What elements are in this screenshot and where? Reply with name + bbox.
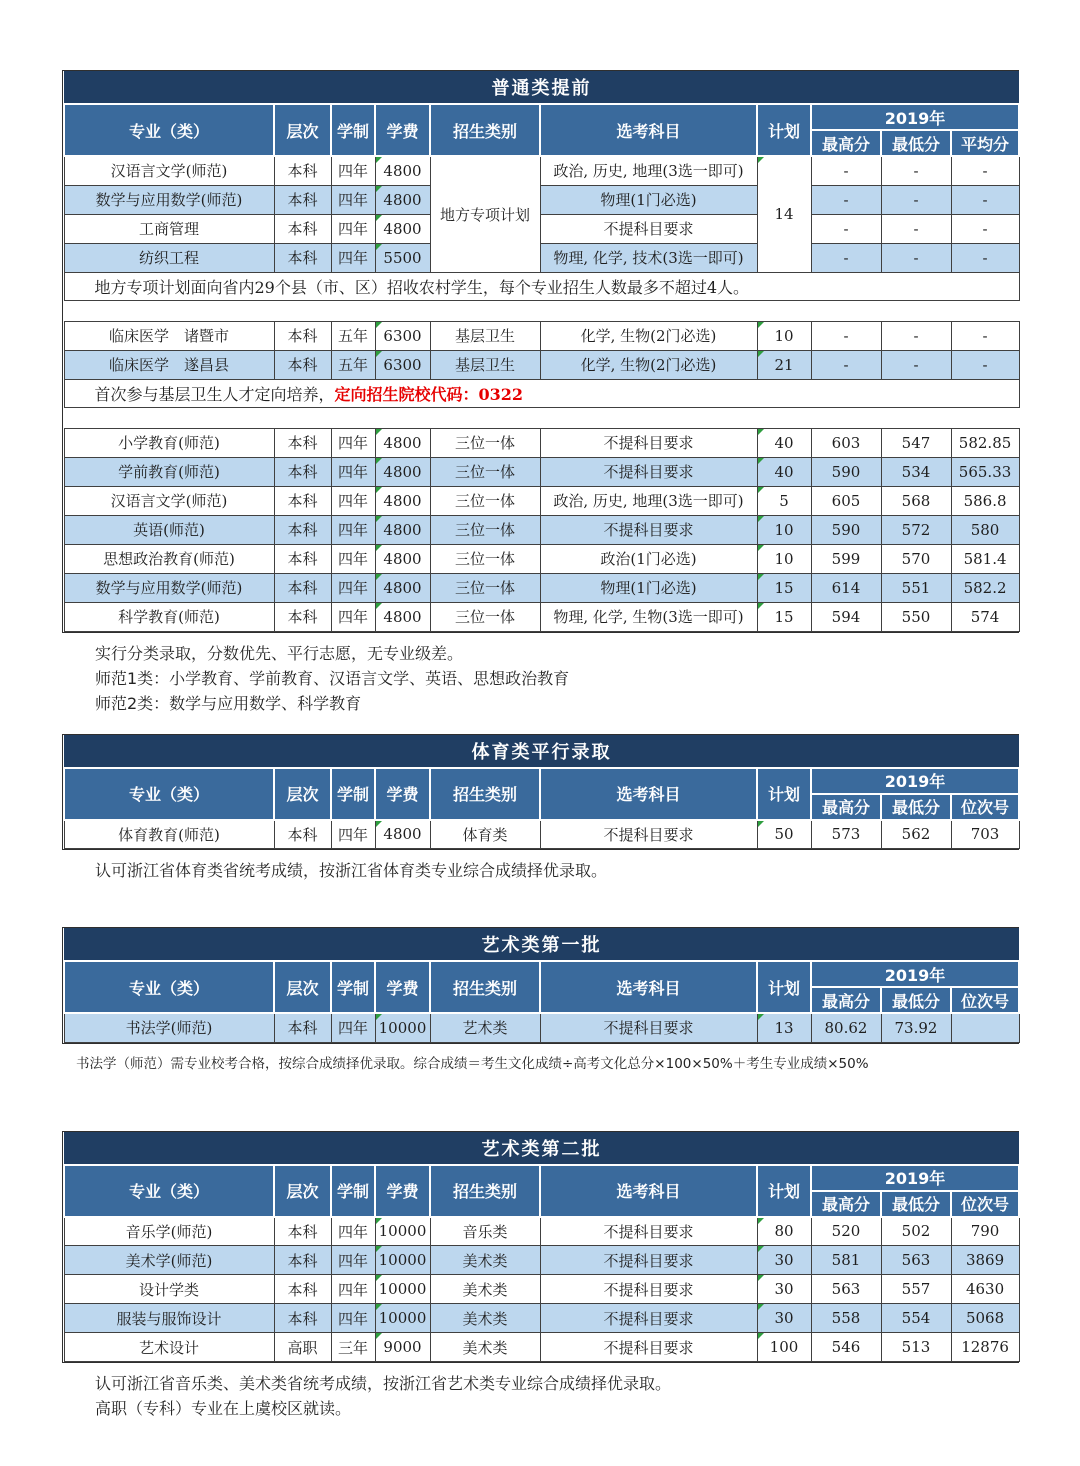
section-title: 艺术类第一批 [64, 928, 1019, 961]
col-header-years: 学制 [331, 104, 375, 156]
table-row [64, 515, 1019, 544]
cell-fee: 4800 [375, 428, 430, 457]
cell-category: 基层卫生 [430, 350, 540, 379]
cell-subjects: 不提科目要求 [540, 1217, 757, 1246]
cell-avg: 582.2 [951, 573, 1019, 602]
cell-avg: - [951, 321, 1019, 350]
cell-fee: 4800 [375, 214, 430, 243]
cell-min: 547 [881, 428, 951, 457]
cell-subjects: 物理(1门必选) [540, 573, 757, 602]
cell-max: 599 [811, 544, 881, 573]
cell-avg: - [951, 214, 1019, 243]
col-header-major: 专业（类） [64, 961, 274, 1013]
cell-major: 美术学(师范) [64, 1246, 274, 1275]
cell-max: - [811, 214, 881, 243]
table-row [64, 185, 1019, 214]
cell-subjects: 不提科目要求 [540, 1246, 757, 1275]
cell-major: 思想政治教育(师范) [64, 544, 274, 573]
cell-level: 高职 [274, 1333, 331, 1362]
cell-years: 四年 [331, 1304, 375, 1333]
cell-max: 594 [811, 602, 881, 631]
cell-max: 581 [811, 1246, 881, 1275]
cell-fee: 10000 [375, 1217, 430, 1246]
cell-min: 568 [881, 486, 951, 515]
note-text-red: 定向招生院校代码：0322 [334, 384, 524, 404]
cell-max: - [811, 243, 881, 272]
cell-min: 534 [881, 457, 951, 486]
cell-category: 三位一体 [430, 515, 540, 544]
col-header-category: 招生类别 [430, 104, 540, 156]
cell-fee: 6300 [375, 350, 430, 379]
section-title-row [64, 735, 1019, 768]
cell-years: 四年 [331, 515, 375, 544]
cell-avg: - [951, 156, 1019, 185]
section-title-row [64, 1132, 1019, 1165]
cell-plan: 100 [757, 1333, 811, 1362]
cell-subjects: 不提科目要求 [540, 820, 757, 849]
cell-fee: 4800 [375, 602, 430, 631]
cell-plan: 30 [757, 1246, 811, 1275]
note-text: 地方专项计划面向省内29个县（市、区）招收农村学生，每个专业招生人数最多不超过4人。 [64, 272, 1019, 300]
cell-major: 艺术设计 [64, 1333, 274, 1362]
cell-plan: 15 [757, 602, 811, 631]
cell-major: 音乐学(师范) [64, 1217, 274, 1246]
footnote: 认可浙江省体育类省统考成绩，按浙江省体育类专业综合成绩择优录取。 [95, 861, 608, 880]
col-header-rank: 位次号 [951, 987, 1019, 1013]
cell-plan: 13 [757, 1013, 811, 1042]
section-title-row [64, 71, 1019, 104]
cell-plan: 40 [757, 457, 811, 486]
cell-years: 四年 [331, 457, 375, 486]
cell-fee: 9000 [375, 1333, 430, 1362]
table-row [64, 350, 1019, 379]
cell-major: 汉语言文学(师范) [64, 156, 274, 185]
cell-level: 本科 [274, 185, 331, 214]
cell-avg: 574 [951, 602, 1019, 631]
cell-years: 四年 [331, 602, 375, 631]
cell-years: 五年 [331, 350, 375, 379]
col-header-avg: 平均分 [951, 130, 1019, 156]
cell-fee: 5500 [375, 243, 430, 272]
cell-min: - [881, 350, 951, 379]
cell-level: 本科 [274, 428, 331, 457]
cell-rank: 790 [951, 1217, 1019, 1246]
cell-major: 英语(师范) [64, 515, 274, 544]
table-row [64, 243, 1019, 272]
cell-level: 本科 [274, 1246, 331, 1275]
cell-subjects: 政治, 历史, 地理(3选一即可) [540, 486, 757, 515]
cell-level: 本科 [274, 602, 331, 631]
header-row [64, 961, 1019, 987]
cell-level: 本科 [274, 515, 331, 544]
note-text: 首次参与基层卫生人才定向培养， [94, 384, 335, 404]
cell-min: - [881, 243, 951, 272]
col-header-fee: 学费 [375, 1165, 430, 1217]
cell-rank: 5068 [951, 1304, 1019, 1333]
cell-level: 本科 [274, 1013, 331, 1042]
cell-level: 本科 [274, 214, 331, 243]
cell-years: 四年 [331, 573, 375, 602]
admission-table-art-batch1 [63, 928, 1020, 1043]
admission-table-general-early [63, 71, 1020, 632]
cell-major: 科学教育(师范) [64, 602, 274, 631]
cell-category: 三位一体 [430, 573, 540, 602]
cell-plan: 30 [757, 1275, 811, 1304]
footnote: 师范1类：小学教育、学前教育、汉语言文学、英语、思想政治教育 [95, 668, 570, 688]
cell-level: 本科 [274, 350, 331, 379]
cell-avg: 582.85 [951, 428, 1019, 457]
col-header-year: 2019年 [811, 104, 1019, 130]
footnote: 实行分类录取，分数优先、平行志愿，无专业级差。 [95, 643, 464, 663]
cell-plan: 10 [757, 321, 811, 350]
col-header-category: 招生类别 [430, 1165, 540, 1217]
table-row [64, 1013, 1019, 1042]
cell-category: 三位一体 [430, 544, 540, 573]
cell-max: 80.62 [811, 1013, 881, 1042]
cell-fee: 4800 [375, 486, 430, 515]
cell-subjects: 不提科目要求 [540, 515, 757, 544]
cell-fee: 4800 [375, 515, 430, 544]
cell-major: 小学教育(师范) [64, 428, 274, 457]
cell-plan: 80 [757, 1217, 811, 1246]
col-header-subjects: 选考科目 [540, 104, 757, 156]
cell-rank: 12876 [951, 1333, 1019, 1362]
cell-level: 本科 [274, 321, 331, 350]
col-header-plan: 计划 [757, 768, 811, 820]
cell-years: 四年 [331, 428, 375, 457]
cell-years: 四年 [331, 1013, 375, 1042]
cell-subjects: 政治, 历史, 地理(3选一即可) [540, 156, 757, 185]
cell-fee: 4800 [375, 156, 430, 185]
cell-max: 590 [811, 515, 881, 544]
footnote: 高职（专科）专业在上虞校区就读。 [95, 1399, 352, 1418]
cell-max: - [811, 185, 881, 214]
cell-subjects: 化学, 生物(2门必选) [540, 350, 757, 379]
col-header-min: 最低分 [881, 130, 951, 156]
cell-avg: 586.8 [951, 486, 1019, 515]
col-header-level: 层次 [274, 1165, 331, 1217]
cell-years: 四年 [331, 243, 375, 272]
col-header-years: 学制 [331, 961, 375, 1013]
cell-min: 570 [881, 544, 951, 573]
col-header-max: 最高分 [811, 130, 881, 156]
cell-rank: 3869 [951, 1246, 1019, 1275]
cell-subjects: 化学, 生物(2门必选) [540, 321, 757, 350]
col-header-years: 学制 [331, 1165, 375, 1217]
cell-plan: 21 [757, 350, 811, 379]
col-header-fee: 学费 [375, 961, 430, 1013]
cell-subjects: 不提科目要求 [540, 428, 757, 457]
cell-level: 本科 [274, 544, 331, 573]
col-header-years: 学制 [331, 768, 375, 820]
table-row [64, 321, 1019, 350]
cell-major: 书法学(师范) [64, 1013, 274, 1042]
cell-category: 美术类 [430, 1333, 540, 1362]
col-header-category: 招生类别 [430, 961, 540, 1013]
col-header-rank: 位次号 [951, 794, 1019, 820]
cell-subjects: 物理, 化学, 生物(3选一即可) [540, 602, 757, 631]
cell-category: 艺术类 [430, 1013, 540, 1042]
spacer-row [64, 300, 1019, 321]
cell-major: 纺织工程 [64, 243, 274, 272]
table-row [64, 820, 1019, 849]
cell-fee: 10000 [375, 1246, 430, 1275]
section-tiyulei [62, 734, 1019, 851]
cell-fee: 10000 [375, 1304, 430, 1333]
cell-max: 614 [811, 573, 881, 602]
cell-category: 三位一体 [430, 457, 540, 486]
cell-min: 557 [881, 1275, 951, 1304]
cell-category: 三位一体 [430, 428, 540, 457]
cell-avg: - [951, 243, 1019, 272]
cell-rank: 4630 [951, 1275, 1019, 1304]
footnote: 师范2类：数学与应用数学、科学教育 [95, 693, 362, 713]
col-header-subjects: 选考科目 [540, 768, 757, 820]
cell-level: 本科 [274, 243, 331, 272]
cell-category: 美术类 [430, 1304, 540, 1333]
header-row [64, 768, 1019, 794]
cell-plan: 5 [757, 486, 811, 515]
cell-min: 562 [881, 820, 951, 849]
cell-fee: 10000 [375, 1013, 430, 1042]
cell-category: 体育类 [430, 820, 540, 849]
cell-avg: 580 [951, 515, 1019, 544]
cell-years: 四年 [331, 1246, 375, 1275]
cell-avg: - [951, 185, 1019, 214]
col-header-min: 最低分 [881, 794, 951, 820]
col-header-subjects: 选考科目 [540, 961, 757, 1013]
col-header-level: 层次 [274, 104, 331, 156]
cell-major: 汉语言文学(师范) [64, 486, 274, 515]
col-header-major: 专业（类） [64, 104, 274, 156]
cell-category: 基层卫生 [430, 321, 540, 350]
cell-subjects: 不提科目要求 [540, 1275, 757, 1304]
cell-min: 73.92 [881, 1013, 951, 1042]
col-header-year: 2019年 [811, 768, 1019, 794]
footnote: 书法学（师范）需专业校考合格，按综合成绩择优录取。综合成绩＝考生文化成绩÷高考文化总分×100×50%＋考生专业成绩×50% [76, 1055, 869, 1072]
cell-years: 四年 [331, 486, 375, 515]
col-header-max: 最高分 [811, 1191, 881, 1217]
col-header-max: 最高分 [811, 987, 881, 1013]
section-title: 体育类平行录取 [64, 735, 1019, 768]
cell-major: 工商管理 [64, 214, 274, 243]
admission-table-sports [63, 735, 1020, 850]
cell-category: 美术类 [430, 1246, 540, 1275]
cell-plan: 10 [757, 544, 811, 573]
cell-rank [951, 1013, 1019, 1042]
col-header-rank: 位次号 [951, 1191, 1019, 1217]
cell-max: 605 [811, 486, 881, 515]
note-row-local-plan [64, 272, 1019, 300]
cell-min: - [881, 156, 951, 185]
cell-plan: 15 [757, 573, 811, 602]
cell-min: 513 [881, 1333, 951, 1362]
col-header-subjects: 选考科目 [540, 1165, 757, 1217]
section-yishulei-2 [62, 1131, 1019, 1364]
cell-max: - [811, 321, 881, 350]
col-header-min: 最低分 [881, 987, 951, 1013]
cell-max: 603 [811, 428, 881, 457]
cell-subjects: 不提科目要求 [540, 457, 757, 486]
cell-avg: - [951, 350, 1019, 379]
cell-avg: 565.33 [951, 457, 1019, 486]
col-header-level: 层次 [274, 768, 331, 820]
cell-level: 本科 [274, 573, 331, 602]
table-row [64, 486, 1019, 515]
section-title: 普通类提前 [64, 71, 1019, 104]
cell-years: 四年 [331, 185, 375, 214]
col-header-max: 最高分 [811, 794, 881, 820]
cell-plan: 50 [757, 820, 811, 849]
cell-subjects: 政治(1门必选) [540, 544, 757, 573]
cell-min: - [881, 185, 951, 214]
cell-level: 本科 [274, 820, 331, 849]
cell-fee: 4800 [375, 544, 430, 573]
cell-max: 563 [811, 1275, 881, 1304]
cell-level: 本科 [274, 1217, 331, 1246]
section-footnotes [76, 1052, 1080, 1077]
col-header-level: 层次 [274, 961, 331, 1013]
section-title-row [64, 928, 1019, 961]
footnote: 认可浙江省音乐类、美术类省统考成绩，按浙江省艺术类专业综合成绩择优录取。 [95, 1374, 672, 1393]
cell-max: - [811, 156, 881, 185]
table-row [64, 457, 1019, 486]
table-row [64, 1275, 1019, 1304]
cell-fee: 4800 [375, 185, 430, 214]
table-row [64, 1217, 1019, 1246]
section-footnotes [95, 1371, 1080, 1421]
cell-subjects: 物理, 化学, 技术(3选一即可) [540, 243, 757, 272]
cell-years: 四年 [331, 156, 375, 185]
col-header-year: 2019年 [811, 1165, 1019, 1191]
cell-level: 本科 [274, 486, 331, 515]
cell-major: 临床医学 遂昌县 [64, 350, 274, 379]
table-row [64, 156, 1019, 185]
cell-min: - [881, 321, 951, 350]
cell-years: 四年 [331, 1275, 375, 1304]
cell-category: 美术类 [430, 1275, 540, 1304]
cell-min: 563 [881, 1246, 951, 1275]
cell-level: 本科 [274, 1304, 331, 1333]
section-title: 艺术类第二批 [64, 1132, 1019, 1165]
cell-min: 554 [881, 1304, 951, 1333]
table-row [64, 1246, 1019, 1275]
col-header-plan: 计划 [757, 1165, 811, 1217]
section-yishulei-1 [62, 927, 1019, 1044]
col-header-major: 专业（类） [64, 1165, 274, 1217]
cell-max: 558 [811, 1304, 881, 1333]
cell-min: 550 [881, 602, 951, 631]
cell-category: 三位一体 [430, 486, 540, 515]
cell-min: 502 [881, 1217, 951, 1246]
cell-rank: 703 [951, 820, 1019, 849]
cell-major: 临床医学 诸暨市 [64, 321, 274, 350]
cell-years: 三年 [331, 1333, 375, 1362]
note-row-basic-health [64, 379, 1019, 407]
table-row [64, 544, 1019, 573]
cell-plan: 30 [757, 1304, 811, 1333]
cell-subjects: 不提科目要求 [540, 1304, 757, 1333]
cell-max: 546 [811, 1333, 881, 1362]
section-footnotes [95, 641, 1080, 716]
cell-fee: 4800 [375, 820, 430, 849]
cell-min: 551 [881, 573, 951, 602]
section-putonglei-tiqian [62, 70, 1019, 633]
col-header-fee: 学费 [375, 768, 430, 820]
cell-subjects: 不提科目要求 [540, 1333, 757, 1362]
col-header-year: 2019年 [811, 961, 1019, 987]
cell-years: 五年 [331, 321, 375, 350]
cell-category: 音乐类 [430, 1217, 540, 1246]
cell-max: - [811, 350, 881, 379]
table-row [64, 214, 1019, 243]
cell-level: 本科 [274, 457, 331, 486]
cell-fee: 4800 [375, 457, 430, 486]
cell-min: 572 [881, 515, 951, 544]
col-header-min: 最低分 [881, 1191, 951, 1217]
cell-years: 四年 [331, 214, 375, 243]
admission-table-art-batch2 [63, 1132, 1020, 1363]
cell-fee: 6300 [375, 321, 430, 350]
cell-level: 本科 [274, 156, 331, 185]
table-row [64, 1333, 1019, 1362]
cell-years: 四年 [331, 820, 375, 849]
cell-max: 573 [811, 820, 881, 849]
cell-major: 服装与服饰设计 [64, 1304, 274, 1333]
cell-major: 学前教育(师范) [64, 457, 274, 486]
cell-years: 四年 [331, 544, 375, 573]
cell-min: - [881, 214, 951, 243]
cell-fee: 10000 [375, 1275, 430, 1304]
cell-subjects: 不提科目要求 [540, 1013, 757, 1042]
table-row [64, 428, 1019, 457]
section-footnotes [95, 858, 1080, 883]
spacer-row [64, 407, 1019, 428]
col-header-category: 招生类别 [430, 768, 540, 820]
cell-fee: 4800 [375, 573, 430, 602]
table-row [64, 602, 1019, 631]
col-header-plan: 计划 [757, 961, 811, 1013]
col-header-fee: 学费 [375, 104, 430, 156]
cell-subjects: 不提科目要求 [540, 214, 757, 243]
cell-max: 590 [811, 457, 881, 486]
cell-category-merged: 地方专项计划 [430, 156, 540, 272]
table-row [64, 573, 1019, 602]
cell-major: 设计学类 [64, 1275, 274, 1304]
cell-major: 体育教育(师范) [64, 820, 274, 849]
cell-plan: 10 [757, 515, 811, 544]
cell-max: 520 [811, 1217, 881, 1246]
header-row [64, 104, 1019, 130]
table-row [64, 1304, 1019, 1333]
col-header-major: 专业（类） [64, 768, 274, 820]
cell-level: 本科 [274, 1275, 331, 1304]
cell-years: 四年 [331, 1217, 375, 1246]
header-row [64, 1165, 1019, 1191]
col-header-plan: 计划 [757, 104, 811, 156]
cell-avg: 581.4 [951, 544, 1019, 573]
cell-plan-merged: 14 [757, 156, 811, 272]
cell-major: 数学与应用数学(师范) [64, 185, 274, 214]
cell-category: 三位一体 [430, 602, 540, 631]
cell-plan: 40 [757, 428, 811, 457]
cell-subjects: 物理(1门必选) [540, 185, 757, 214]
cell-major: 数学与应用数学(师范) [64, 573, 274, 602]
